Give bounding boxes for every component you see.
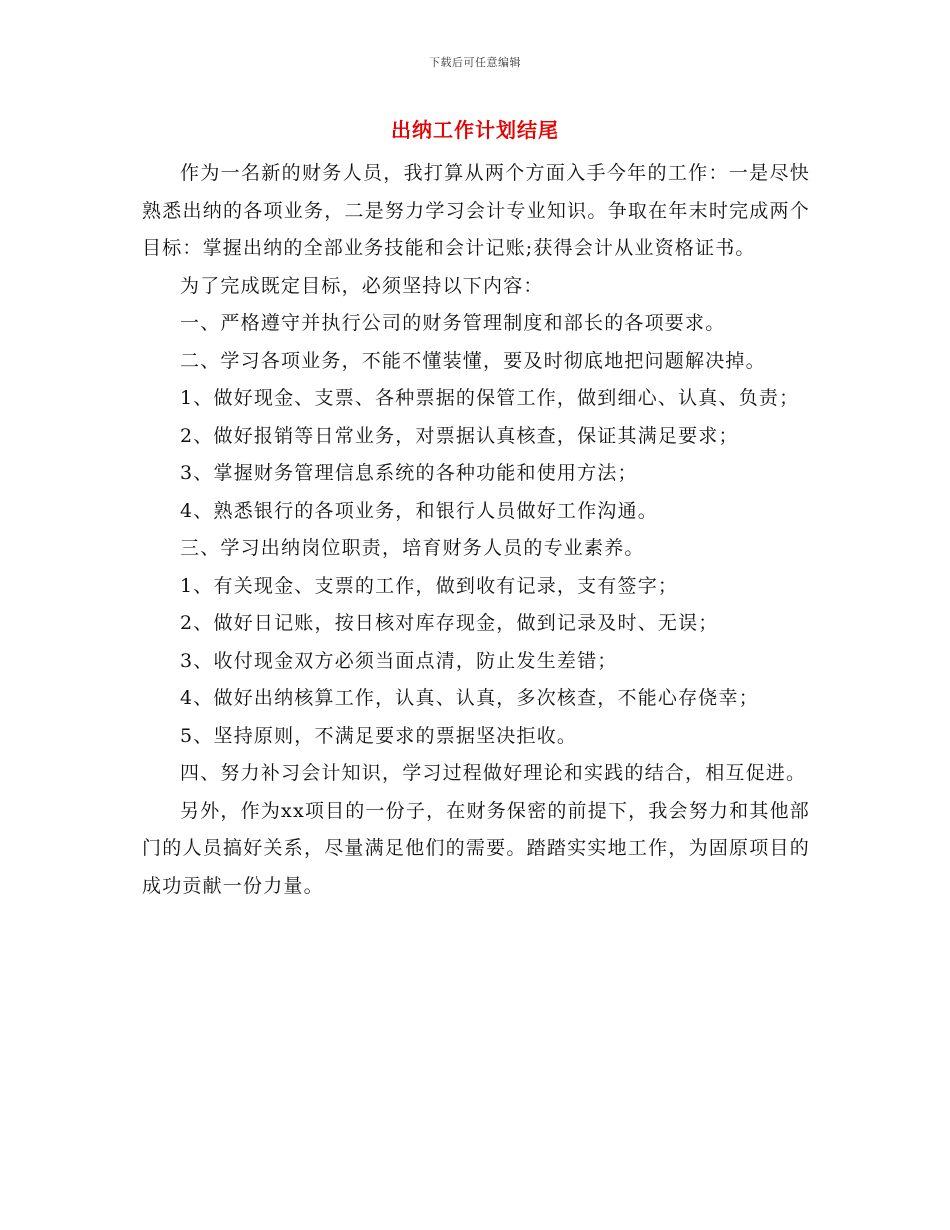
header-note: 下载后可任意编辑 bbox=[429, 56, 521, 69]
list-item: 4、做好出纳核算工作，认真、认真，多次核查，不能心存侥幸； bbox=[180, 687, 759, 709]
paragraph-section-1: 一、严格遵守并执行公司的财务管理制度和部长的各项要求。 bbox=[180, 312, 726, 334]
paragraph-section-3: 三、学习出纳岗位职责，培育财务人员的专业素养。 bbox=[180, 537, 645, 559]
paragraph-section-4: 四、努力补习会计知识，学习过程做好理论和实践的结合，相互促进。 bbox=[180, 762, 807, 784]
list-item: 3、掌握财务管理信息系统的各种功能和使用方法； bbox=[180, 462, 638, 484]
paragraph-intro: 作为一名新的财务人员，我打算从两个方面入手今年的工作：一是尽快熟悉出纳的各项业务，二是努力学习会计专业知识。争取在年末时完成两个目标：掌握出纳的全部业务技能和会计记账;获得会计从业资格证书。 bbox=[142, 162, 810, 259]
paragraph-section-2: 二、学习各项业务，不能不懂装懂，要及时彻底地把问题解决掉。 bbox=[180, 349, 766, 372]
paragraph-goal-lead: 为了完成既定目标，必须坚持以下内容： bbox=[180, 274, 544, 297]
list-item: 1、有关现金、支票的工作，做到收有记录，支有签字； bbox=[180, 574, 679, 597]
document-title: 出纳工作计划结尾 bbox=[391, 118, 559, 142]
document-body bbox=[142, 155, 810, 905]
list-item: 2、做好日记账，按日核对库存现金，做到记录及时、无误； bbox=[180, 612, 719, 634]
list-item: 3、收付现金双方必须当面点清，防止发生差错； bbox=[180, 649, 618, 672]
list-item: 5、坚持原则，不满足要求的票据坚决拒收。 bbox=[180, 724, 578, 747]
list-item: 4、熟悉银行的各项业务，和银行人员做好工作沟通。 bbox=[180, 499, 658, 522]
list-item: 2、做好报销等日常业务，对票据认真核查，保证其满足要求； bbox=[180, 424, 739, 447]
paragraph-closing: 另外，作为xx项目的一份子，在财务保密的前提下，我会努力和其他部门的人员搞好关系，尽量满足他们的需要。踏踏实实地工作，为固原项目的成功贡献一份力量。 bbox=[142, 799, 810, 897]
list-item: 1、做好现金、支票、各种票据的保管工作，做到细心、认真、负责； bbox=[180, 387, 800, 409]
